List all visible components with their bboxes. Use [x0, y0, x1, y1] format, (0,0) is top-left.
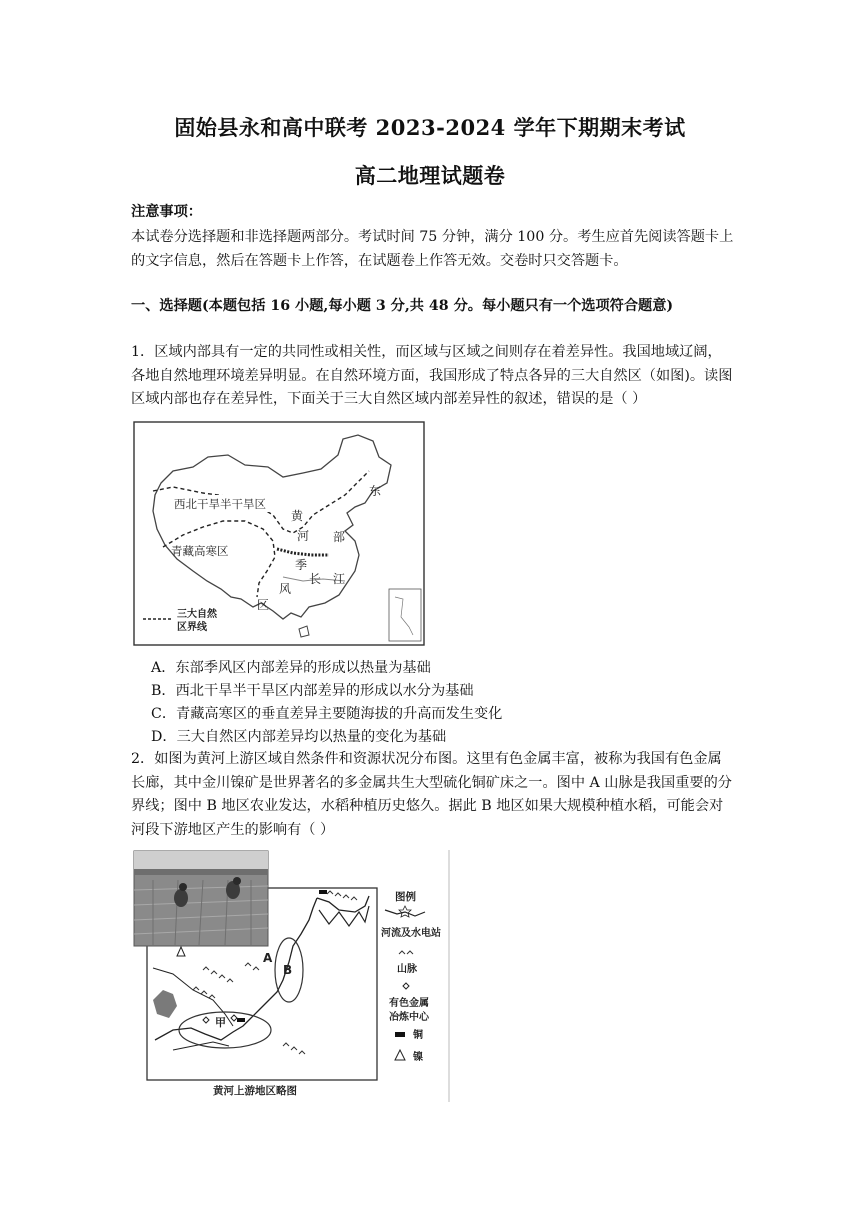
- q1-stem: 1．区域内部具有一定的共同性或相关性，而区域与区域之间则存在着差异性。我国地域辽阔，各地自然地理环境差异明显。在自然环境方面，我国形成了特点各异的三大自然区（如图)。读图区域内部也存在差异性，下面关于三大自然区域内部差异性的叙述，错误的是（ ）: [131, 344, 733, 407]
- yellow-river-map: [133, 850, 453, 1106]
- label-chang: 长: [309, 572, 322, 586]
- map-caption: 黄河上游地区略图: [213, 1085, 297, 1097]
- legend-line1: 三大自然: [177, 609, 217, 620]
- label-jia: 甲: [215, 1016, 226, 1029]
- legend-metal1: 有色金属: [389, 998, 429, 1009]
- label-bu: 部: [333, 530, 346, 544]
- legend-metal2: 冶炼中心: [389, 1012, 429, 1023]
- china-regions-map-svg: [133, 421, 427, 647]
- label-feng: 风: [279, 582, 292, 596]
- q1-option-c[interactable]: C．青藏高寒区的垂直差异主要随海拔的升高而发生变化: [151, 706, 503, 722]
- legend-nickel: 镍: [413, 1052, 423, 1063]
- label-qu: 区: [257, 598, 270, 612]
- label-northwest-region: 西北干旱半干旱区: [174, 497, 266, 511]
- label-b: B: [283, 963, 293, 977]
- legend-line2: 区界线: [177, 622, 207, 633]
- q2-stem: 2．如图为黄河上游区域自然条件和资源状况分布图。这里有色金属丰富，被称为我国有色金属长廊，其中金川镍矿是世界著名的多金属共生大型硫化铜矿床之一。图中 A 山脉是我国重要的分界线；图中 B 地区农业发达，水稻种植历史悠久。据此 B 地区如果大规模种植水稻，可能会对河段下游地区产生的影响有（ ）: [131, 751, 732, 838]
- copper-symbol: [237, 1018, 245, 1022]
- china-regions-map: [133, 421, 427, 651]
- notice-body: 本试卷分选择题和非选择题两部分。考试时间 75 分钟，满分 100 分。考生应首先阅读答题卡上的文字信息，然后在答题卡上作答，在试题卷上作答无效。交卷时只交答题卡。: [131, 229, 734, 269]
- label-dong: 东: [369, 484, 382, 498]
- legend-mountain: 山脉: [397, 964, 417, 975]
- notice-heading: 注意事项：: [131, 204, 202, 220]
- label-ji: 季: [295, 558, 308, 572]
- q1-option-a[interactable]: A．东部季风区内部差异的形成以热量为基础: [151, 660, 431, 676]
- label-qingzang-region: 青藏高寒区: [171, 544, 229, 558]
- label-a: A: [263, 951, 273, 965]
- exam-title: 固始县永和高中联考 2023-2024 学年下期期末考试: [174, 115, 686, 140]
- exam-subtitle: 高二地理试题卷: [354, 163, 506, 188]
- section1-heading: 一、选择题(本题包括 16 小题,每小题 3 分,共 48 分。每小题只有一个选项符合题意): [131, 298, 674, 314]
- legend-title: 图例: [395, 891, 416, 903]
- yellow-river-map-svg: [133, 850, 453, 1102]
- q1-option-b[interactable]: B．西北干旱半干旱区内部差异的形成以水分为基础: [151, 683, 474, 699]
- rice-paddy-photo: [134, 851, 268, 946]
- q1-option-d[interactable]: D．三大自然区内部差异均以热量的变化为基础: [151, 729, 447, 745]
- legend-copper: 铜: [413, 1030, 423, 1041]
- label-jiang: 江: [333, 572, 346, 586]
- copper-legend-icon: [395, 1032, 405, 1037]
- legend-river: 河流及水电站: [381, 928, 441, 939]
- label-he: 河: [297, 529, 310, 543]
- label-huang: 黄: [291, 509, 304, 523]
